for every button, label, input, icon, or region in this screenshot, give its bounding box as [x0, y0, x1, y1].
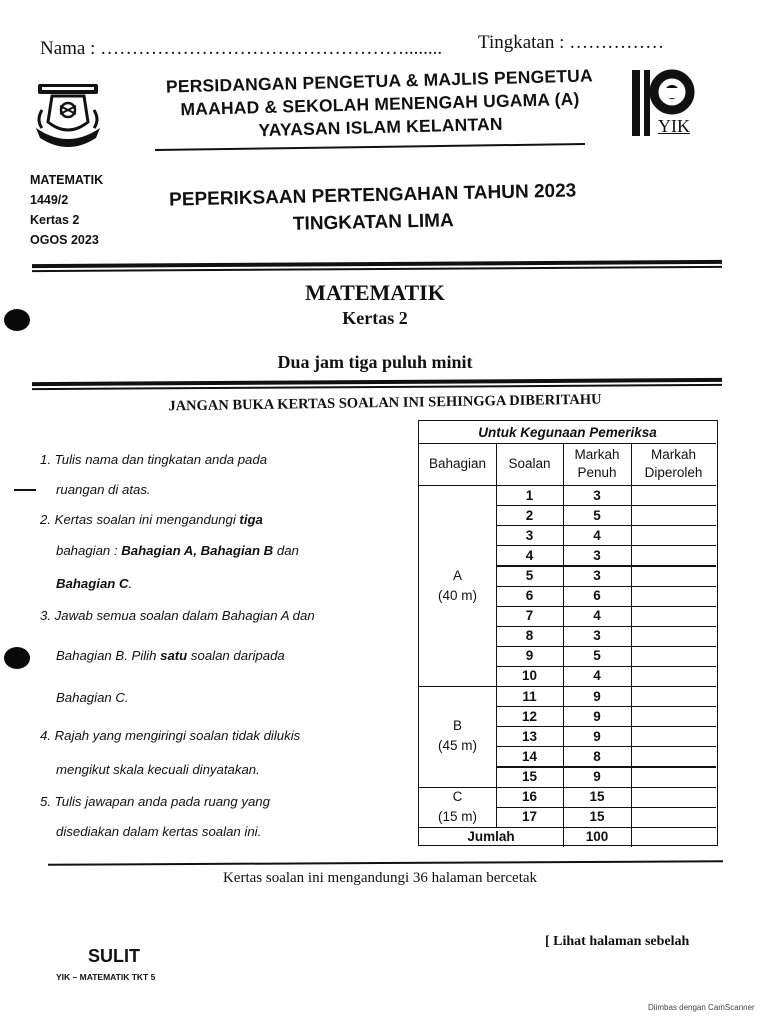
table-header-section: Bahagian — [428, 456, 487, 471]
instruction-3-line-3: Bahagian C. — [56, 690, 129, 705]
pages-note: Kertas soalan ini mengandungi 36 halaman bercetak — [222, 870, 538, 886]
instruction-2b-tail: dan — [273, 543, 299, 558]
full-marks-value: 15 — [589, 789, 605, 805]
question-number: 17 — [521, 809, 538, 825]
org-line-2: MAAHAD & SEKOLAH MENENGAH UGAMA (A) — [180, 88, 580, 120]
punch-hole — [4, 309, 30, 331]
instruction-4-line-2: mengikut skala kecuali dinyatakan. — [56, 762, 260, 777]
question-number: 6 — [525, 588, 534, 604]
scanner-watermark: Diimbas dengan CamScanner — [648, 1003, 755, 1012]
organisation-title — [159, 64, 601, 144]
question-number: 10 — [521, 668, 538, 684]
bottom-rule — [48, 860, 723, 866]
question-number: 8 — [525, 628, 534, 644]
full-marks-value: 8 — [593, 748, 601, 764]
marks-table — [418, 420, 718, 846]
full-marks-value: 3 — [593, 547, 601, 563]
question-number: 1 — [525, 487, 534, 503]
question-number: 5 — [525, 567, 534, 583]
section-name: B — [452, 718, 462, 734]
section-name: C — [452, 788, 463, 804]
instruction-5-line-1: 5. Tulis jawapan anda pada ruang yang — [40, 794, 270, 809]
instruction-2-line-3 — [56, 576, 132, 591]
subject-title: MATEMATIK — [305, 280, 445, 305]
instruction-3-line-2 — [56, 648, 285, 663]
full-marks-value: 3 — [593, 628, 601, 644]
full-marks-value: 9 — [593, 688, 601, 704]
full-marks-value: 9 — [593, 728, 601, 744]
instruction-2b-text: bahagian : — [56, 543, 122, 558]
next-page-note: [ Lihat halaman sebelah — [545, 934, 690, 949]
form-field-label: Tingkatan : …………… — [478, 32, 665, 53]
question-number: 15 — [521, 768, 538, 784]
section-marks: (40 m) — [437, 587, 477, 603]
full-marks-value: 5 — [593, 507, 601, 523]
exam-title-line-1: PEPERIKSAAN PERTENGAHAN TAHUN 2023 — [168, 180, 577, 211]
table-header-question: Soalan — [508, 456, 551, 471]
question-number: 7 — [525, 608, 534, 624]
subject-info — [30, 170, 103, 250]
total-label: Jumlah — [467, 829, 515, 845]
question-number: 3 — [525, 527, 534, 543]
full-marks-value: 15 — [589, 809, 605, 825]
instruction-3b-tail: soalan daripada — [187, 648, 285, 663]
crest-logo — [32, 80, 104, 150]
full-marks-value: 4 — [593, 668, 601, 684]
full-marks-value: 3 — [593, 487, 601, 503]
section-marks: (15 m) — [437, 808, 477, 824]
paper-number: Kertas 2 — [30, 213, 80, 227]
section-cell — [419, 485, 496, 686]
org-line-3: YAYASAN ISLAM KELANTAN — [258, 113, 503, 141]
footer-code: YIK – MATEMATIK TKT 5 — [56, 972, 156, 982]
yik-logo-text: YIK — [658, 116, 690, 136]
subject-code: 1449/2 — [30, 193, 69, 207]
table-header-obtained: Markah Diperoleh — [644, 447, 703, 480]
question-number: 9 — [525, 648, 534, 664]
question-number: 4 — [525, 547, 534, 563]
table-header-full-marks: Markah Penuh — [574, 447, 620, 480]
instruction-3b-emphasis: satu — [160, 648, 188, 663]
full-marks-value: 9 — [593, 768, 601, 784]
section-marks: (45 m) — [437, 738, 477, 754]
exam-title — [157, 177, 588, 241]
punch-hole — [4, 647, 30, 669]
question-number: 13 — [521, 728, 538, 744]
section-cell — [419, 686, 496, 787]
instruction-2-line-1 — [40, 512, 263, 527]
instruction-1-line-2: ruangan di atas. — [56, 482, 151, 497]
subject-code-name: MATEMATIK — [30, 173, 104, 187]
table-column-divider — [631, 827, 632, 847]
instruction-3-line-1: 3. Jawab semua soalan dalam Bahagian A dan — [40, 608, 315, 623]
instruction-3b-text: Bahagian B. Pilih — [56, 648, 161, 663]
instruction-4-line-1: 4. Rajah yang mengiringi soalan tidak dilukis — [40, 728, 301, 743]
org-line-1: PERSIDANGAN PENGETUA & MAJLIS PENGETUA — [165, 65, 594, 97]
question-number: 14 — [521, 748, 538, 764]
instruction-2-text: 2. Kertas soalan ini mengandungi — [40, 512, 240, 527]
scan-mark — [14, 489, 36, 491]
paper-title: Kertas 2 — [342, 308, 408, 328]
full-marks-value: 6 — [593, 588, 601, 604]
instruction-1-line-1: 1. Tulis nama dan tingkatan anda pada — [40, 452, 268, 467]
instruction-2c-emphasis: Bahagian C — [56, 576, 129, 591]
question-number: 16 — [521, 789, 538, 805]
instruction-2-emphasis: tiga — [239, 512, 263, 527]
question-number: 2 — [525, 507, 534, 523]
full-marks-value: 3 — [593, 567, 601, 583]
table-caption: Untuk Kegunaan Pemeriksa — [478, 424, 657, 440]
full-marks-value: 4 — [593, 527, 601, 543]
section-cell — [419, 787, 496, 827]
instruction-2c-tail: . — [128, 576, 133, 591]
full-marks-value: 4 — [593, 608, 601, 624]
question-number: 11 — [522, 688, 537, 704]
instruction-2b-emphasis: Bahagian A, Bahagian B — [121, 543, 274, 558]
name-field-label: Nama : …………………………………………........ — [40, 38, 443, 59]
exam-month: OGOS 2023 — [30, 233, 99, 247]
warning-notice: JANGAN BUKA KERTAS SOALAN INI SEHINGGA DIBERITAHU — [168, 391, 602, 415]
classification-label: SULIT — [88, 946, 140, 966]
yik-logo — [628, 66, 704, 140]
exam-title-line-2: TINGKATAN LIMA — [292, 210, 454, 235]
section-name: A — [452, 567, 462, 583]
instruction-2-line-2 — [56, 543, 299, 558]
full-marks-value: 9 — [593, 708, 601, 724]
org-underline — [155, 143, 585, 151]
full-marks-value: 5 — [593, 648, 601, 664]
table-column-divider — [631, 443, 632, 827]
duration: Dua jam tiga puluh minit — [277, 352, 473, 372]
question-number: 12 — [521, 708, 538, 724]
total-value: 100 — [585, 829, 609, 845]
instruction-5-line-2: disediakan dalam kertas soalan ini. — [56, 824, 262, 839]
